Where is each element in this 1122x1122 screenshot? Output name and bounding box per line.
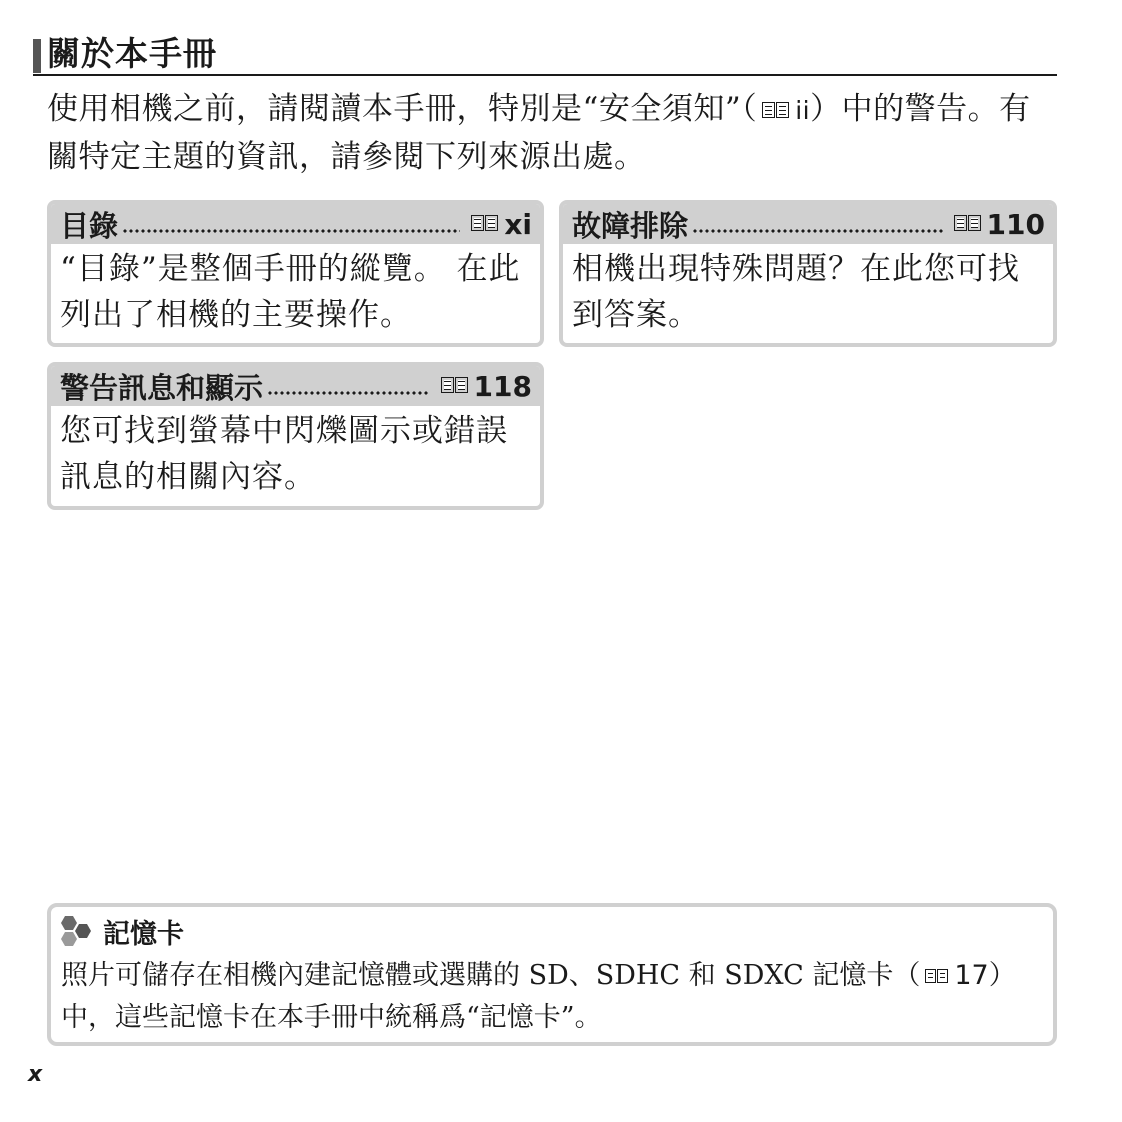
section-header (563, 204, 1053, 244)
book-icon (953, 215, 983, 233)
book-icon (761, 102, 791, 120)
memory-card-body (61, 955, 1046, 1039)
intro-paragraph (47, 86, 1047, 180)
section-page-ref[interactable] (466, 208, 532, 241)
memory-card-ref-page: 17 (954, 960, 989, 991)
memory-card-header (61, 913, 184, 949)
memory-card-note (47, 903, 1057, 1046)
section-warning-messages (47, 362, 544, 510)
page-number: x (28, 1062, 43, 1087)
section-troubleshooting (559, 200, 1057, 347)
section-title: 目錄 (60, 208, 119, 243)
section-title: 故障排除 (572, 208, 689, 243)
page-title (33, 36, 1057, 76)
memory-card-title: 記憶卡 (103, 918, 184, 950)
book-icon (440, 377, 470, 395)
section-table-of-contents (47, 200, 544, 347)
intro-ref-page: ii (795, 96, 811, 125)
page-title-text: 關於本手冊 (47, 34, 217, 73)
section-title: 警告訊息和顯示 (60, 370, 264, 405)
leader-dots (122, 228, 460, 234)
section-page-ref[interactable] (436, 370, 532, 403)
section-page-number: xi (504, 207, 532, 241)
section-page-ref[interactable] (949, 208, 1045, 241)
leader-dots (692, 228, 943, 234)
intro-text-end: ）中的警告。有關特定主題的資訊，請參閱下列來源出處。 (47, 91, 1031, 175)
section-page-number: 110 (986, 207, 1045, 241)
memory-card-text-end: ）中，這些記憶卡在本手冊中統稱爲“記憶卡”。 (61, 960, 1016, 1033)
book-icon (924, 969, 950, 985)
memory-card-text-start: 照片可儲存在相機內建記憶體或選購的 SD、SDHC 和 SDXC 記憶卡（ (61, 960, 921, 991)
hexagon-cluster-icon (61, 916, 95, 946)
intro-text-start: 使用相機之前，請閱讀本手冊，特別是“安全須知”（ (47, 91, 758, 127)
title-marker (33, 39, 41, 73)
section-header (51, 204, 540, 244)
section-body: “目錄”是整個手冊的縱覽。 在此列出了相機的主要操作。 (60, 251, 521, 333)
section-body: 您可找到螢幕中閃爍圖示或錯誤訊息的相關內容。 (60, 413, 508, 495)
leader-dots (267, 390, 430, 396)
section-header (51, 366, 540, 406)
book-icon (470, 215, 500, 233)
section-body: 相機出現特殊問題？在此您可找到答案。 (572, 251, 1020, 333)
section-page-number: 118 (473, 369, 532, 403)
